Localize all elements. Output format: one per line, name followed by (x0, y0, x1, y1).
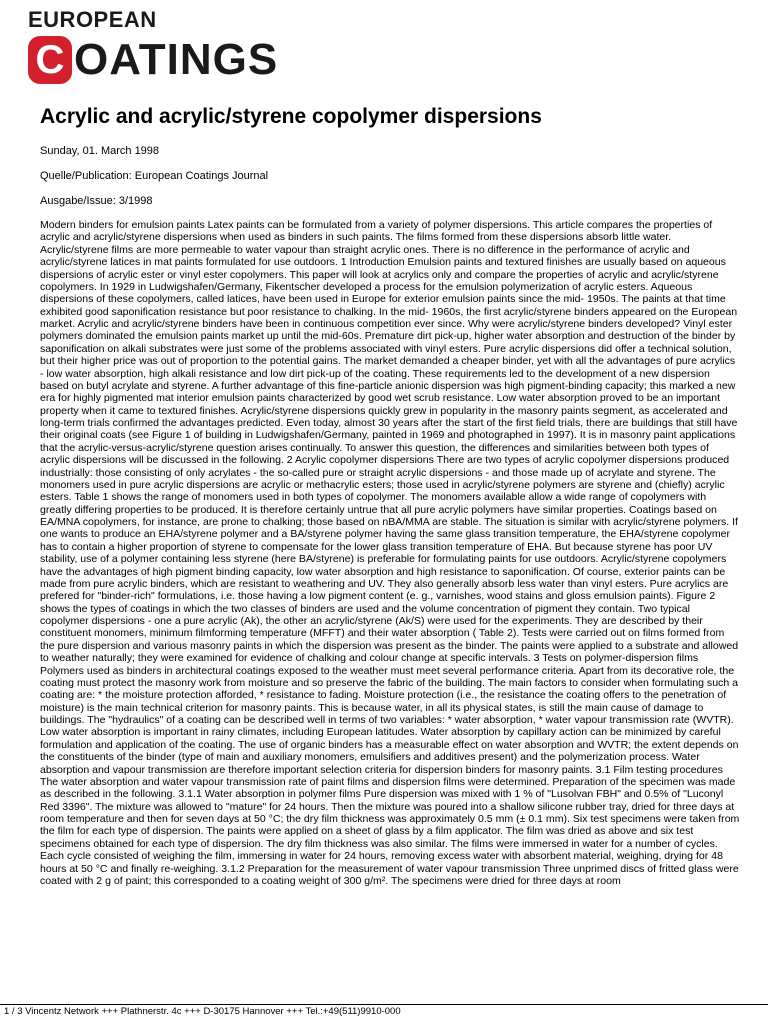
logo-top-word: EUROPEAN (28, 7, 157, 32)
footer-divider (0, 1004, 768, 1005)
article-issue: Ausgabe/Issue: 3/1998 (40, 195, 153, 207)
article-body: Modern binders for emulsion paints Latex paints can be formulated from a variety of polymer dispersions. This article compares the properties of acrylic and acrylic/styrene dispersions when used as binders in such paints. The films formed from these dispersions absorb little water. Acrylic/styrene films are more permeable to water vapour than straight acrylic ones. There is no difference in the performance of acrylic and acrylic/styrene latices in mat paints formulated for use outdoors. 1 Introduction Emulsion paints and textured finishes are usually based on aqueous dispersions of acrylic ester or vinyl ester copolymers. This paper will look at acrylics only and compare the properties of acrylic and acrylic/styrene copolymers. In 1929 in Ludwigshafen/Germany, Fikentscher developed a process for the emulsion polymerization of acrylic esters. Aqueous dispersions of these copolymers, called latices, have been used in Europe for exterior emulsion paints since the mid- 1950s. The paints at that time exhibited good saponification resistance but poor resistance to chalking. In the mid- 1960s, the first acrylic/styrene binders appeared on the European market. Acrylic and acrylic/styrene binders have been in continuous competition ever since. Why were acrylic/styrene binders developed? Vinyl ester polymers dominated the emulsion paints market up until the mid-60s. Premature dirt pick-up, higher water absorption and destruction of the binder by saponification on alkali substrates were just some of the problems associated with vinyl esters. Pure acrylic dispersions did offer a technical solution, but their higher price was out of proportion to the potential gains. The market demanded a cheaper binder, yet with all the advantages of pure acrylics - low water absorption, high alkali resistance and low dirt pick-up of the coating. These requirements led to the development of a new dispersion based on butyl acrylate and styrene. A further advantage of this fine-particle anionic dispersion was high pigment-binding capacity; this marked a new era for highly pigmented mat interior emulsion paints characterized by good wet scrub resistance. Low water absorption proved to be an important property when it came to textured finishes. Acrylic/styrene dispersions quickly grew in popularity in the masonry paints segment, as accelerated and long-term trials confirmed the advantages predicted. Even today, almost 30 years after the start of the first field trials, there are buildings that still have their original coats (see Figure 1 of building in Ludwigshafen/Germany, painted in 1969 and photographed in 1997). It is in masonry paint applications that the acrylic-versus-acrylic/styrene question arises continually. To answer this question, the differences and similarities between both types of acrylic dispersions will be discussed in the following. 2 Acrylic copolymer dispersions There are two types of acrylic copolymer dispersions produced industrially: those consisting of only acrylates - the so-called pure or straight acrylic dispersions - and those made up of acrylate and styrene. The monomers used in pure acrylic dispersions are acrylic or methacrylic esters; those used in acrylic/styrene polymers are styrene and (chiefly) acrylic esters. Table 1 shows the range of monomers used in both types of copolymer. The monomers available allow a wide range of copolymers with greatly differing properties to be produced. It is therefore certainly untrue that all pure acrylic polymers have similar properties. Coatings based on EA/MNA copolymers, for instance, are prone to chalking; those based on nBA/MMA are stable. The situation is similar with acrylic/styrene polymers. If one wants to produce an EHA/styrene polymer and a BA/styrene polymer having the same glass transition temperature, the EHA/styrene copolymer has to contain a higher proportion of styrene to compensate for the lower glass transition temperature of EHA. But because styrene has poor UV stability, use of a polymer containing less styrene (here BA/styrene) is preferable for formulating paints for use outdoors. Acrylic/styrene copolymers have the advantages of high pigment binding capacity, low water absorption and high resistance to saponification. Of course, exterior paints can be made from pure acrylic binders, which are resistant to weathering and UV. They also generally absorb less water than vinyl esters. Pure acrylics are prefered for "binder-rich" formulations, i.e. those having a low pigment content (e. g., varnishes, wood stains and gloss emulsion paints). Figure 2 shows the types of coatings in which the two classes of binders are used and the volume concentration of pigment they contain. Two typical copolymer dispersions - one a pure acrylic (Ak), the other an acrylic/styrene (Ak/S) were used for the experiments. They are described by their constituent monomers, minimum filmforming temperature (MFFT) and their water absorption ( Table 2). Tests were carried out on films formed from the pure dispersion and various masonry paints in which the dispersion was present as the binder. The paints were applied to a substrate and allowed to weather naturally; they were examined for evidence of chalking and colour change at specific intervals. 3 Tests on polymer-dispersion films Polymers used as binders in architectural coatings exposed to the weather must meet several performance criteria. Apart from its decorative role, the coating must protect the masonry work from moisture and so preserve the fabric of the building. The main factors to consider when formulating such a coating are: * the moisture protection afforded, * resistance to fading. Moisture protection (i.e., the resistance the coating offers to the penetration of moisture) is the main technical criterion for masonry paints. This is because water, in all its physical states, is still the main cause of damage to buildings. The "hydraulics" of a coating can be described well in terms of two variables: * water absorption, * water vapour transmission rate (WVTR). Low water absorption is important in rainy climates, including European latitudes. Water absorption by capillary action can be minimized by careful formulation and application of the coating. The use of organic binders has a measurable effect on water absorption and WVTR; the extent depends on the constituents of the binder (type of main and auxiliary monomers, emulsifiers and additives present) and the polymerization process. Water absorption and vapour transmission are therefore important selection criteria for dispersion binders for masonry paints. 3.1 Film testing procedures The water absorption and water vapour transmission rate of paint films and dispersion films were determined. Preparation of the specimen was made as described in the following. 3.1.1 Water absorption in polymer films Pure dispersion was mixed with 1 % of "Lusolvan FBH" and 0.5% of "Luconyl Red 3396". The mixture was allowed to "mature" for 24 hours. Then the mixture was poured into a shallow silicone rubber tray, dried for three days at room temperature and then for seven days at 50 °C; the dry film thickness was approximately 0.5 mm (± 0.1 mm). Six test specimens were taken from the film for each type of dispersion. The paints were applied on a sheet of glass by a film applicator. The film was dried as above and six test specimens obtained for each type of dispersion. The dry film thickness was also similar. The films were immersed in water for a number of cycles. Each cycle consisted of weighing the film, immersing in water for 24 hours, removing excess water with absorbent material, weighing, drying for 48 hours at 50 °C and finally re-weighing. 3.1.2 Preparation for the measurement of water vapour transmission Three unprimed discs of fritted glass were coated with 2 g of paint; this corresponded to a coating weight of 300 g/m². The specimens were dried for three days at room (40, 219, 740, 887)
article-title: Acrylic and acrylic/styrene copolymer dispersions (40, 105, 542, 128)
european-coatings-logo (28, 8, 278, 84)
logo-c-badge: C (28, 36, 72, 84)
article-date: Sunday, 01. March 1998 (40, 145, 160, 157)
logo-bottom-row (28, 36, 278, 84)
page-footer: 1 / 3 Vincentz Network +++ Plathnerstr. 4c +++ D-30175 Hannover +++ Tel.:+49(511)9910-000 (4, 1006, 401, 1017)
logo-bottom-word: OATINGS (74, 35, 279, 84)
article-source: Quelle/Publication: European Coatings Journal (40, 170, 269, 182)
